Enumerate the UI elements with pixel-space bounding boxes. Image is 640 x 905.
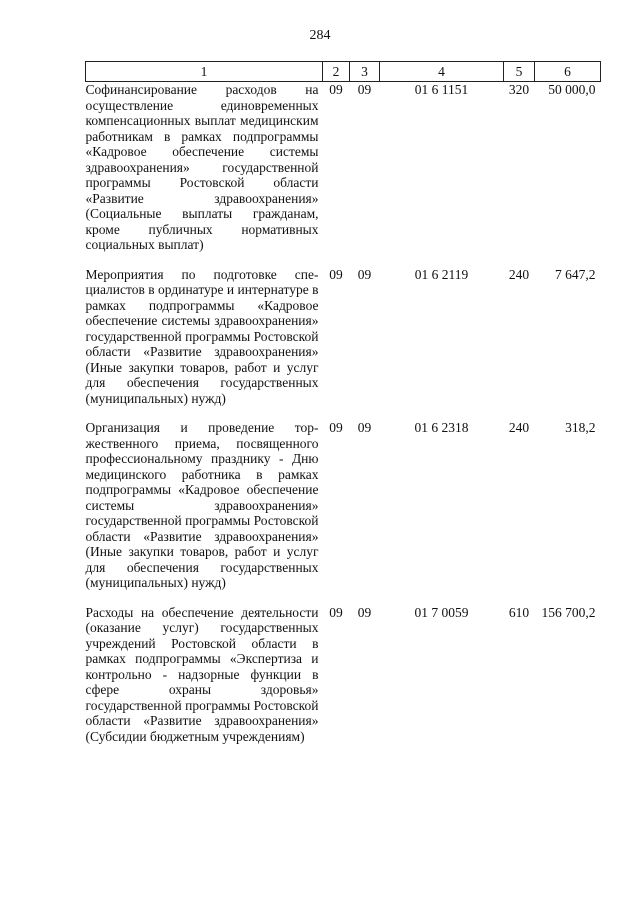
column-header-section: 2 <box>323 62 350 82</box>
row-subsection: 09 <box>357 82 372 97</box>
row-expense-type: 610 <box>508 604 530 620</box>
table-row <box>86 420 601 591</box>
row-description: Организация и проведение торжественного приема, посвященного профессиональному празднику - Дню медицинского работника в рамках подпрограммы «Кадровое обеспечение системы здравоохранения» государственной программы Ростовской области «Развитие здравоохранения» (Иные закупки товаров, работ и услуг для обеспечения государственных (муниципальных) нужд) <box>85 420 319 590</box>
budget-table <box>85 61 601 744</box>
row-subsection: 09 <box>357 604 372 620</box>
row-description: Мероприятия по подготовке специалистов в ординатуре и интернатуре в рамках подпрограммы «Кадровое обеспечение системы здравоохранения» государственной программы Ростовской области «Развитие здравоохранения» (Иные закупки товаров, работ и услуг для обеспечения государственных (муниципальных) нужд) <box>85 266 319 406</box>
row-description: Софинансирование расходов на осуществление единовременных компенсационных выплат медицинским работникам в рамках подпрограммы «Кадровое обеспечение системы здравоохранения» государственной программы Ростовской области «Развитие здравоохранения» (Социальные выплаты гражданам, кроме публичных нормативных социальных выплат) <box>85 82 319 252</box>
row-subsection: 09 <box>357 420 372 435</box>
row-amount: 7 647,2 <box>555 266 596 282</box>
row-section: 09 <box>329 266 343 282</box>
row-amount: 318,2 <box>565 420 596 435</box>
row-amount: 50 000,0 <box>548 82 596 97</box>
column-header-target: 4 <box>380 62 504 82</box>
table-row <box>86 267 601 407</box>
row-description: Расходы на обеспечение деятельности (оказание услуг) государственных учреждений Ростовской области в рамках подпрограммы «Экспертиза и контрольно - надзорные функции в сфере охраны здоровья» государственной программы Ростовской области «Развитие здравоохранения» (Субсидии бюджетным учреждениям) <box>85 604 319 744</box>
table-row <box>86 605 601 745</box>
column-header-subsection: 3 <box>350 62 380 82</box>
table-row <box>86 82 601 253</box>
row-target-code: 01 6 2119 <box>414 266 469 282</box>
row-amount: 156 700,2 <box>541 604 596 620</box>
column-header-expense-type: 5 <box>504 62 535 82</box>
row-section: 09 <box>329 82 343 97</box>
row-target-code: 01 6 1151 <box>414 82 469 97</box>
page-number: 284 <box>309 28 331 43</box>
row-expense-type: 320 <box>508 82 530 97</box>
table-header-row <box>86 62 601 82</box>
row-section: 09 <box>329 420 343 435</box>
column-header-amount: 6 <box>535 62 601 82</box>
row-target-code: 01 6 2318 <box>414 420 469 435</box>
row-expense-type: 240 <box>508 266 530 282</box>
column-header-name: 1 <box>86 62 323 82</box>
row-expense-type: 240 <box>508 420 530 435</box>
row-section: 09 <box>329 604 343 620</box>
row-target-code: 01 7 0059 <box>414 604 469 620</box>
row-subsection: 09 <box>357 266 372 282</box>
